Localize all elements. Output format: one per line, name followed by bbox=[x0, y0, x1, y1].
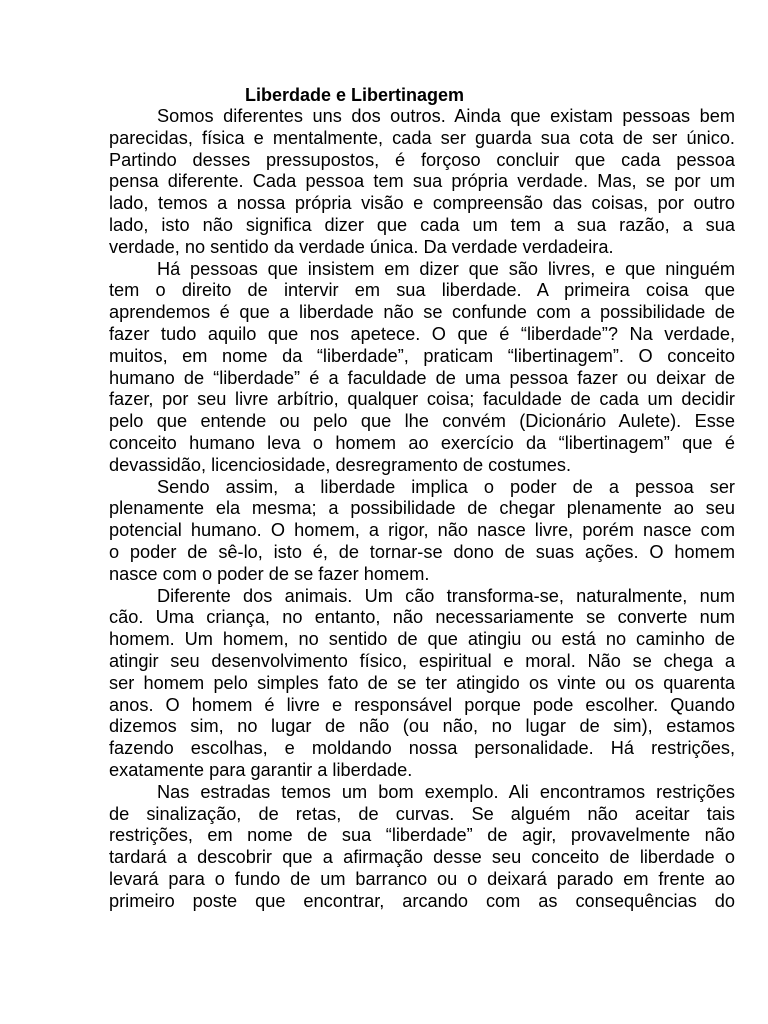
text-line: levará para o fundo de um barranco ou o deixará parado em frente ao bbox=[109, 868, 735, 889]
text-line: atingir seu desenvolvimento físico, espiritual e moral. Não se chega a bbox=[109, 650, 735, 671]
text-line: Sendo assim, a liberdade implica o poder de a pessoa ser bbox=[157, 476, 735, 497]
document-body bbox=[109, 106, 735, 912]
text-line: de sinalização, de retas, de curvas. Se alguém não aceitar tais bbox=[109, 803, 735, 824]
text-line: humano de “liberdade” é a faculdade de uma pessoa fazer ou deixar de bbox=[109, 367, 735, 388]
text-line: fazer tudo aquilo que nos apetece. O que é “liberdade”? Na verdade, bbox=[109, 323, 735, 344]
text-line: potencial humano. O homem, a rigor, não nasce livre, porém nasce com bbox=[109, 520, 735, 541]
text-line: devassidão, licenciosidade, desregramento de costumes. bbox=[109, 454, 572, 475]
text-line: fazer, por seu livre arbítrio, qualquer coisa; faculdade de cada um decidir bbox=[109, 389, 735, 410]
text-line: Somos diferentes uns dos outros. Ainda que existam pessoas bem bbox=[157, 106, 735, 126]
document-title: Liberdade e Libertinagem bbox=[245, 85, 465, 105]
paragraph bbox=[109, 477, 735, 586]
document-page bbox=[109, 84, 735, 912]
text-line: pensa diferente. Cada pessoa tem sua própria verdade. Mas, se por um bbox=[109, 171, 735, 192]
text-line: exatamente para garantir a liberdade. bbox=[109, 759, 413, 780]
text-line: ser homem pelo simples fato de se ter atingido os vinte ou os quarenta bbox=[109, 672, 735, 693]
text-line: aprendemos é que a liberdade não se confunde com a possibilidade de bbox=[109, 302, 735, 323]
text-line: restrições, em nome de sua “liberdade” de agir, provavelmente não bbox=[109, 825, 735, 846]
text-line: lado, isto não significa dizer que cada um tem a sua razão, a sua bbox=[109, 214, 735, 235]
paragraph bbox=[109, 586, 735, 782]
text-line: plenamente ela mesma; a possibilidade de chegar plenamente ao seu bbox=[109, 498, 735, 519]
text-line: homem. Um homem, no sentido de que atingiu ou está no caminho de bbox=[109, 629, 735, 650]
paragraph bbox=[109, 259, 735, 477]
text-line: parecidas, física e mentalmente, cada ser guarda sua cota de ser único. bbox=[109, 127, 735, 148]
text-line: o poder de sê-lo, isto é, de tornar-se dono de suas ações. O homem bbox=[109, 541, 735, 562]
paragraph bbox=[109, 106, 735, 259]
text-line: nasce com o poder de se fazer homem. bbox=[109, 563, 430, 584]
text-line: Partindo desses pressupostos, é forçoso concluir que cada pessoa bbox=[109, 149, 735, 170]
paragraph bbox=[109, 782, 735, 913]
text-line: conceito humano leva o homem ao exercício da “libertinagem” que é bbox=[109, 432, 735, 453]
text-line: Nas estradas temos um bom exemplo. Ali encontramos restrições bbox=[157, 781, 735, 802]
text-line: verdade, no sentido da verdade única. Da verdade verdadeira. bbox=[109, 236, 614, 257]
text-line: dizemos sim, no lugar de não (ou não, no lugar de sim), estamos bbox=[109, 716, 735, 737]
text-line: primeiro poste que encontrar, arcando com as consequências do bbox=[109, 890, 735, 911]
text-line: pelo que entende ou pelo que lhe convém (Dicionário Aulete). Esse bbox=[109, 411, 735, 432]
text-line: Diferente dos animais. Um cão transforma-se, naturalmente, num bbox=[157, 585, 735, 606]
text-line: cão. Uma criança, no entanto, não necessariamente se converte num bbox=[109, 607, 735, 628]
text-line: muitos, em nome da “liberdade”, praticam “libertinagem”. O conceito bbox=[109, 345, 735, 366]
text-line: anos. O homem é livre e responsável porque pode escolher. Quando bbox=[109, 694, 735, 715]
text-line: Há pessoas que insistem em dizer que são livres, e que ninguém bbox=[157, 258, 735, 279]
text-line: lado, temos a nossa própria visão e compreensão das coisas, por outro bbox=[109, 193, 735, 214]
text-line: tem o direito de intervir em sua liberdade. A primeira coisa que bbox=[109, 280, 735, 301]
text-line: fazendo escolhas, e moldando nossa personalidade. Há restrições, bbox=[109, 738, 735, 759]
text-line: tardará a descobrir que a afirmação desse seu conceito de liberdade o bbox=[109, 847, 735, 868]
